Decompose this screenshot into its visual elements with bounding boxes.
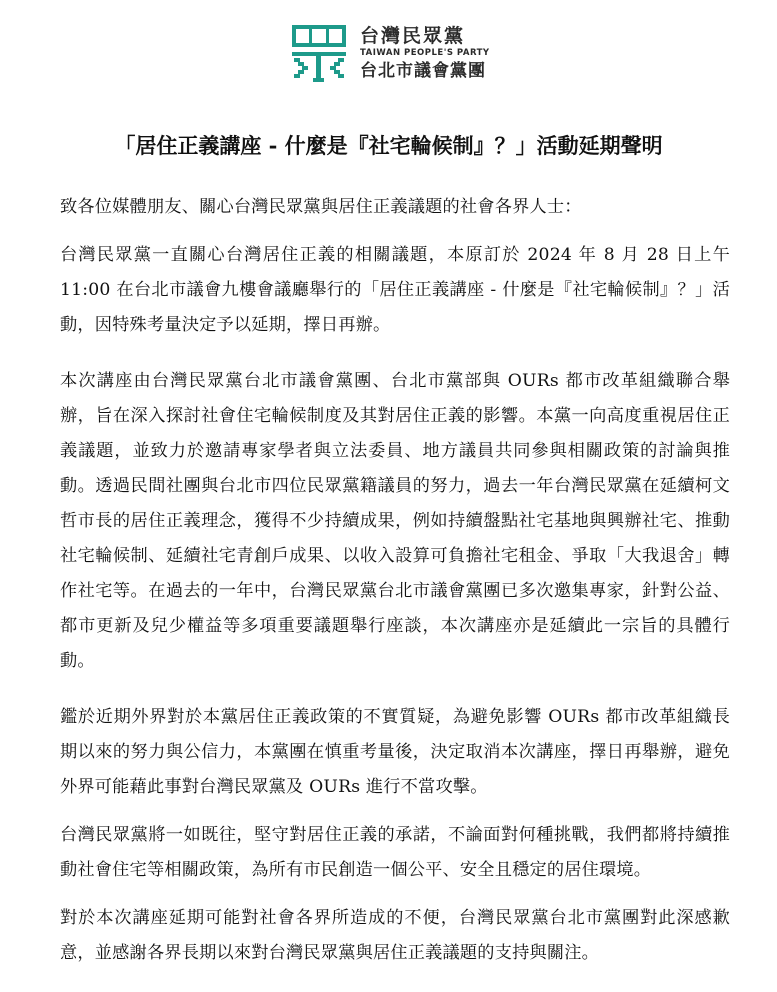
paragraph-postponement: 台灣民眾黨一直關心台灣居住正義的相關議題，本原訂於 2024 年 8 月 28 日上午 11:00 在台北市議會九樓會議廳舉行的「居住正義講座 - 什麼是『社宅輪候制』？」活動，因特殊考量決定予以延期，擇日再辦。 (60, 245, 730, 335)
letterhead (288, 22, 490, 84)
caucus-name: 台北市議會黨團 (360, 60, 486, 81)
salutation: 致各位媒體朋友、關心台灣民眾黨與居住正義議題的社會各界人士： (60, 197, 582, 217)
paragraph-commitment: 台灣民眾黨將一如既往，堅守對居住正義的承諾，不論面對何種挑戰，我們都將持續推動社會住宅等相關政策，為所有市民創造一個公平、安全且穩定的居住環境。 (60, 825, 730, 880)
party-english-name: TAIWAN PEOPLE'S PARTY (360, 47, 490, 58)
paragraph-apology: 對於本次講座延期可能對社會各界所造成的不便，台灣民眾黨台北市黨團對此深感歉意，並感謝各界長期以來對台灣民眾黨與居住正義議題的支持與關注。 (60, 908, 730, 963)
paragraph-background: 本次講座由台灣民眾黨台北市議會黨團、台北市黨部與 OURs 都市改革組織聯合舉辦，旨在深入探討社會住宅輪候制度及其對居住正義的影響。本黨一向高度重視居住正義議題，並致力於邀請專家學者與立法委員、地方議員共同參與相關政策的討論與推動。透過民間社團與台北市四位民眾黨籍議員的努力，過去一年台灣民眾黨在延續柯文哲市長的居住正義理念，獲得不少持續成果，例如持續盤點社宅基地與興辦社宅、推動社宅輪候制、延續社宅青創戶成果、以收入設算可負擔社宅租金、爭取「大我退舍」轉作社宅等。在過去的一年中，台灣民眾黨台北市議會黨團已多次邀集專家，針對公益、都市更新及兒少權益等多項重要議題舉行座談，本次講座亦是延續此一宗旨的具體行動。 (60, 371, 730, 671)
statement-title: 「居住正義講座 - 什麼是『社宅輪候制』？」活動延期聲明 (114, 133, 663, 158)
statement-body (60, 190, 730, 992)
tpp-logo-icon (288, 22, 350, 84)
paragraph-reason: 鑑於近期外界對於本黨居住正義政策的不實質疑，為避免影響 OURs 都市改革組織長期以來的努力與公信力，本黨團在慎重考量後，決定取消本次講座，擇日再舉辦，避免外界可能藉此事對台灣民眾黨及 OURs 進行不當攻擊。 (60, 707, 730, 797)
letterhead-text (360, 25, 490, 82)
party-name: 台灣民眾黨 (360, 24, 466, 47)
